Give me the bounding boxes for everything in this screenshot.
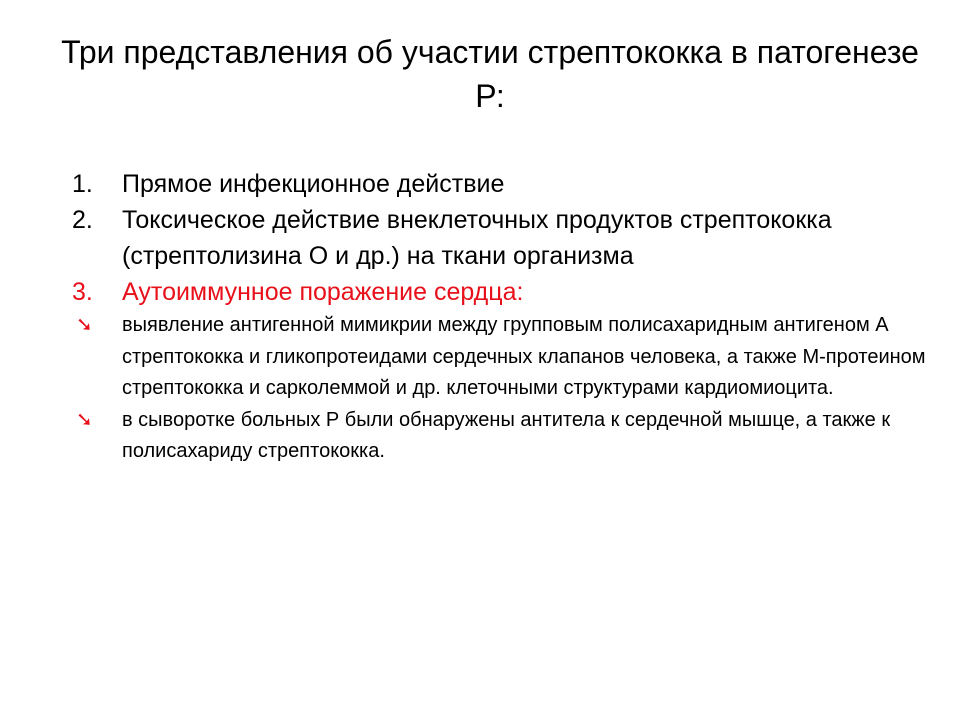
arrow-down-right-icon: ➘ [76, 314, 93, 336]
sub-item-1 [72, 310, 932, 405]
list-number-3: 3. [72, 278, 93, 306]
list-number-2: 2. [72, 206, 93, 234]
sub-item-text-1: выявление антигенной мимикрии между групповым полисахаридным антигеном А стрептококка и гликопротеидами сердечных клапанов человека, а также М-протеином стрептококка и сарколеммой и др. клеточными структурами кардиомиоцита. [122, 314, 926, 399]
list-number-1: 1. [72, 170, 93, 198]
list-text-2: Токсическое действие внеклеточных продуктов стрептококка (стрептолизина О и др.) на ткани организма [122, 206, 832, 270]
sub-item-2 [72, 405, 932, 468]
list-text-1: Прямое инфекционное действие [122, 170, 505, 198]
content-list [72, 166, 932, 468]
arrow-down-right-icon: ➘ [76, 408, 93, 431]
slide-title: Три представления об участии стрептококка в патогенезе Р: [61, 34, 919, 114]
sub-item-text-2: в сыворотке больных Р были обнаружены антитела к сердечной мышце, а также к полисахариду стрептококка. [122, 408, 891, 462]
list-item-1 [72, 166, 932, 202]
list-item-3 [72, 274, 932, 310]
list-item-2 [72, 202, 932, 274]
list-text-3: Аутоиммунное поражение сердца: [122, 278, 524, 306]
